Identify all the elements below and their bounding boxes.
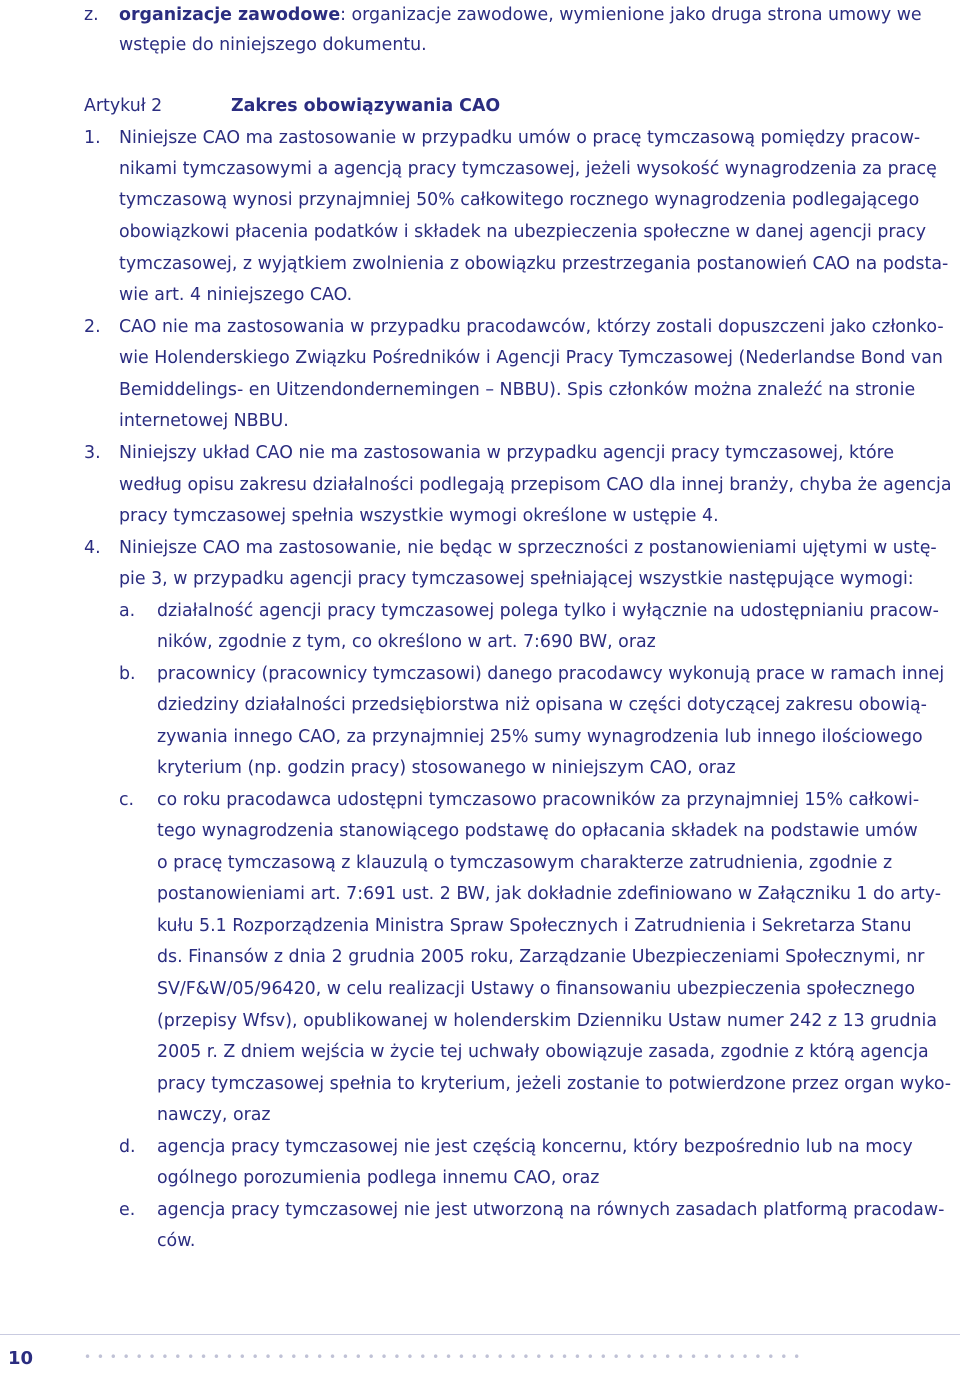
item-label: z. (84, 5, 99, 25)
definition-text: wstępie do niniejszego dokumentu. (119, 35, 427, 55)
definition-term: organizacje zawodowe (119, 5, 341, 25)
item-text: według opisu zakresu działalności podlegają przepisom CAO dla innej branży, chyba że agencja (119, 475, 952, 495)
subitem-text: pracy tymczasowej spełnia to kryterium, jeżeli zostanie to potwierdzone przez organ wyko- (157, 1074, 952, 1094)
item-text: internetowej NBBU. (119, 411, 289, 431)
subitem-text: o pracę tymczasową z klauzulą o tymczasowym charakterze zatrudnienia, zgodnie z (157, 853, 893, 873)
subitem-label: d. (119, 1137, 136, 1157)
item-text: CAO nie ma zastosowania w przypadku pracodawców, którzy zostali dopuszczeni jako członko- (119, 317, 944, 337)
item-number: 4. (84, 538, 101, 558)
page-number: 10 (8, 1348, 34, 1369)
subitem-text: kryterium (np. godzin pracy) stosowanego w niniejszym CAO, oraz (157, 758, 736, 778)
subitem-label: a. (119, 601, 136, 621)
subitem-label: e. (119, 1200, 136, 1220)
subitem-text: ds. Finansów z dnia 2 grudnia 2005 roku, Zarządzanie Ubezpieczeniami Społecznymi, nr (157, 947, 925, 967)
item-text: obowiązkowi płacenia podatków i składek na ubezpieczenia społeczne w danej agencji pracy (119, 222, 927, 242)
article-label: Artykuł 2 (84, 96, 163, 116)
item-text: tymczasową wynosi przynajmniej 50% całkowitego rocznego wynagrodzenia podlegającego (119, 190, 920, 210)
subitem-text: działalność agencji pracy tymczasowej polega tylko i wyłącznie na udostępnianiu pracow- (157, 601, 939, 621)
item-text: Niniejsze CAO ma zastosowanie, nie będąc w sprzeczności z postanowieniami ujętymi w ustę- (119, 538, 937, 558)
subitem-text: ców. (157, 1231, 196, 1251)
footer-divider (0, 1334, 960, 1335)
item-number: 1. (84, 128, 101, 148)
subitem-text: nawczy, oraz (157, 1105, 271, 1125)
subitem-label: c. (119, 790, 135, 810)
subitem-text: ogólnego porozumienia podlega innemu CAO, oraz (157, 1168, 600, 1188)
item-text: Niniejsze CAO ma zastosowanie w przypadku umów o pracę tymczasową pomiędzy pracow- (119, 128, 921, 148)
subitem-text: agencja pracy tymczasowej nie jest utworzoną na równych zasadach platformą pracodaw- (157, 1200, 945, 1220)
subitem-text: agencja pracy tymczasowej nie jest częścią koncernu, który bezpośrednio lub na mocy (157, 1137, 913, 1157)
subitem-text: SV/F&W/05/96420, w celu realizacji Ustawy o finansowaniu ubezpieczenia społecznego (157, 979, 915, 999)
subitem-text: co roku pracodawca udostępni tymczasowo pracowników za przynajmniej 15% całkowi- (157, 790, 920, 810)
footer-faded-text: • • • • • • • • • • • • • • • • • • • • • • • • • • • • • • • • • • • • • • • • • • • • • • • • • • • • • • • • (84, 1350, 802, 1364)
subitem-text: tego wynagrodzenia stanowiącego podstawę do opłacania składek na podstawie umów (157, 821, 918, 841)
item-text: wie Holenderskiego Związku Pośredników i Agencji Pracy Tymczasowej (Nederlandse Bond van (119, 348, 943, 368)
item-text: pie 3, w przypadku agencji pracy tymczasowej spełniającej wszystkie następujące wymogi: (119, 569, 914, 589)
subitem-text: dziedziny działalności przedsiębiorstwa niż opisana w części dotyczącej zakresu obowią- (157, 695, 927, 715)
subitem-text: pracownicy (pracownicy tymczasowi) danego pracodawcy wykonują prace w ramach innej (157, 664, 945, 684)
subitem-text: (przepisy Wfsv), opublikowanej w holenderskim Dzienniku Ustaw numer 242 z 13 grudnia (157, 1011, 937, 1031)
subitem-label: b. (119, 664, 136, 684)
subitem-text: kułu 5.1 Rozporządzenia Ministra Spraw Społecznych i Zatrudnienia i Sekretarza Stanu (157, 916, 912, 936)
item-text: Niniejszy układ CAO nie ma zastosowania w przypadku agencji pracy tymczasowej, które (119, 443, 895, 463)
subitem-text: ników, zgodnie z tym, co określono w art. 7:690 BW, oraz (157, 632, 656, 652)
item-text: pracy tymczasowej spełnia wszystkie wymogi określone w ustępie 4. (119, 506, 719, 526)
item-number: 3. (84, 443, 101, 463)
subitem-text: zywania innego CAO, za przynajmniej 25% sumy wynagrodzenia lub innego ilościowego (157, 727, 923, 747)
item-text: tymczasowej, z wyjątkiem zwolnienia z obowiązku przestrzegania postanowień CAO na podsta- (119, 254, 949, 274)
subitem-text: postanowieniami art. 7:691 ust. 2 BW, jak dokładnie zdefiniowano w Załączniku 1 do arty- (157, 884, 942, 904)
definition-text: : organizacje zawodowe, wymienione jako druga strona umowy we (340, 5, 922, 25)
definition-line (119, 0, 922, 30)
item-number: 2. (84, 317, 101, 337)
item-text: wie art. 4 niniejszego CAO. (119, 285, 353, 305)
article-title: Zakres obowiązywania CAO (231, 96, 501, 116)
subitem-text: 2005 r. Z dniem wejścia w życie tej uchwały obowiązuje zasada, zgodnie z którą agencja (157, 1042, 929, 1062)
item-text: Bemiddelings- en Uitzendondernemingen – NBBU). Spis członków można znaleźć na stronie (119, 380, 916, 400)
item-text: nikami tymczasowymi a agencją pracy tymczasowej, jeżeli wysokość wynagrodzenia za pracę (119, 159, 937, 179)
